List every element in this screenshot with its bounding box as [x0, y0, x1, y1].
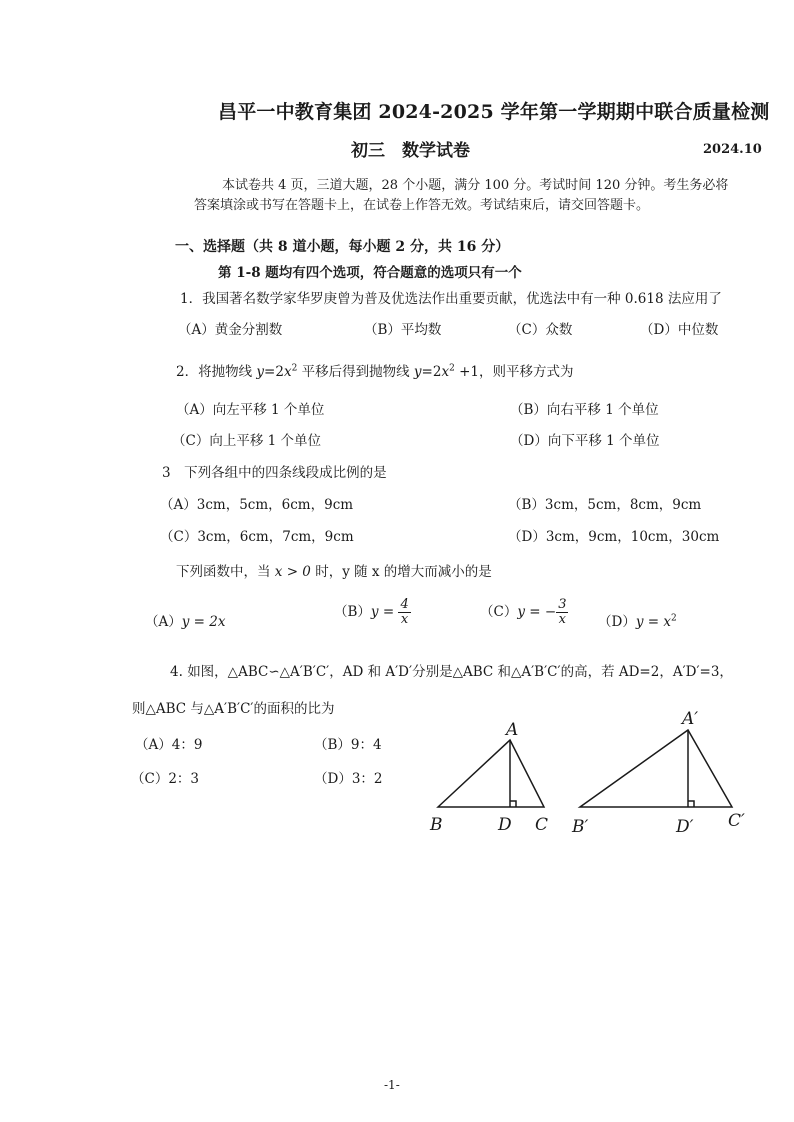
label-a: A [506, 720, 519, 740]
label-b-prime: B′ [572, 817, 589, 837]
q5-line-2: 则△ABC 与△A′B′C′的面积的比为 [132, 701, 335, 717]
exam-subtitle: 初三 数学试卷 [351, 141, 470, 161]
q2-suffix: ，则平移方式为 [479, 364, 574, 380]
fraction: $\frac{3}{x}$ [558, 597, 567, 627]
triangle-abc [438, 740, 544, 807]
q4-option-b: （B）y = $\frac{4}{x}$ [334, 597, 409, 627]
q3-option-b: （B）3cm，5cm，8cm，9cm [508, 497, 702, 513]
q2-option-d: （D）向下平移 1 个单位 [510, 433, 660, 449]
section-heading: 一、选择题（共 8 道小题，每小题 2 分，共 16 分） [175, 239, 510, 255]
q2-expr-1: y [256, 364, 265, 380]
right-angle-mark-d-prime [688, 801, 694, 807]
q2-stem: 2．将抛物线 $y=2x^2$ 平移后得到抛物线 $y=2x^2 +1$，则平移方式为 [176, 363, 574, 380]
label-c-prime: C′ [728, 811, 745, 831]
q3-option-d: （D）3cm，9cm，10cm，30cm [508, 529, 720, 545]
q2-option-b: （B）向右平移 1 个单位 [510, 402, 659, 418]
similar-triangles-figure [420, 700, 760, 850]
q1-option-c: （C）众数 [508, 322, 573, 338]
label-a-prime: A′ [682, 709, 699, 729]
label-b: B [430, 815, 443, 835]
label-d-prime: D′ [676, 817, 694, 837]
q3-stem: 3 下列各组中的四条线段成比例的是 [162, 465, 387, 481]
q2-option-c: （C）向上平移 1 个单位 [172, 433, 322, 449]
q4-option-d: $(D)y = x^2$ [598, 613, 677, 630]
q5-option-d: （D）3：2 [314, 771, 383, 787]
q2-prefix: 2．将抛物线 [176, 364, 257, 380]
q2-mid: 平移后得到抛物线 [297, 364, 414, 380]
section-note: 第 1-8 题均有四个选项，符合题意的选项只有一个 [218, 265, 522, 281]
triangle-abc-prime-outline [580, 730, 732, 807]
right-angle-mark-d [510, 801, 516, 807]
q1-option-b: （B）平均数 [364, 322, 442, 338]
q2-option-a: （A）向左平移 1 个单位 [176, 402, 325, 418]
page-number: -1- [384, 1078, 400, 1092]
q4-option-c: （C）y = − $\frac{3}{x}$ [480, 597, 567, 627]
q5-option-a: （A）4：9 [135, 737, 203, 753]
q4-stem: 下列函数中，当 x > 0 时，y 随 x 的增大而减小的是 [176, 564, 492, 580]
q3-option-a: （A）3cm，5cm，6cm，9cm [160, 497, 354, 513]
q1-option-a: （A）黄金分割数 [178, 322, 283, 338]
triangle-abc-outline [438, 740, 544, 807]
q5-line-1: 4. 如图，△ABC∽△A′B′C′，AD 和 A′D′分别是△ABC 和△A′B′C′的高，若 AD=2，A′D′=3， [170, 664, 733, 680]
label-c: C [535, 815, 549, 835]
q5-option-c: （C）2：3 [131, 771, 200, 787]
label-d: D [498, 815, 512, 835]
intro-line-2: 答案填涂或书写在答题卡上，在试卷上作答无效。考试结束后，请交回答题卡。 [194, 198, 650, 213]
q5-option-b: （B）9：4 [314, 737, 382, 753]
q3-option-c: （C）3cm，6cm，7cm，9cm [160, 529, 354, 545]
intro-line-1: 本试卷共 4 页，三道大题，28 个小题，满分 100 分。考试时间 120 分钟。考生务必将 [222, 178, 729, 193]
q1-option-d: （D）中位数 [640, 322, 719, 338]
q1-stem: 1．我国著名数学家华罗庚曾为普及优选法作出重要贡献，优选法中有一种 0.618 法应用了 [180, 291, 722, 307]
exam-date: 2024.10 [703, 142, 762, 157]
fraction: $\frac{4}{x}$ [400, 597, 409, 627]
q4-option-a: （A）y = 2x [145, 614, 226, 630]
exam-title: 昌平一中教育集团 2024-2025 学年第一学期期中联合质量检测 [218, 101, 770, 123]
q2-expr-2: y [413, 364, 422, 380]
triangle-abc-prime [580, 730, 732, 807]
